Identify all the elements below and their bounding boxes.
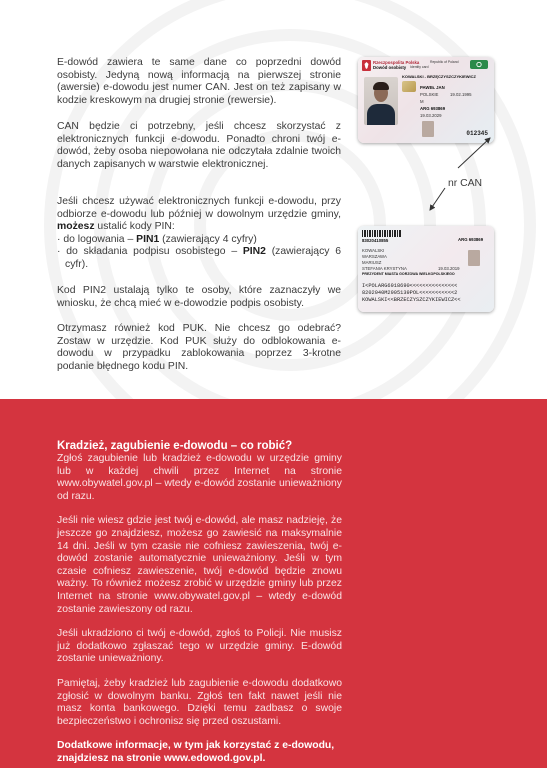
more-info-paragraph: Dodatkowe informacje, w tym jak korzystać z e-dowodu, znajdziesz na stronie www.edowod.gov.pl. (57, 740, 335, 764)
pin2-info-text (57, 285, 341, 310)
card-back-mrz-line-2: 8202040M2905139POL<<<<<<<<<<<2 (362, 290, 458, 296)
card-sex: M (420, 99, 424, 104)
pin-intro-text: Jeśli chcesz używać elektronicznych funkcji e-dowodu, przy odbiorze e-dowodu lub później w dowolnym urzędzie gminy, (57, 196, 341, 220)
theft-loss-section (0, 399, 547, 768)
card-back-pesel: 83020410855 (362, 238, 389, 243)
intro-text (57, 57, 341, 107)
card-back-doc-number: ARG 693869 (458, 237, 484, 242)
card-chip (402, 81, 416, 92)
card-back-birthplace: WARSZAWA (362, 254, 387, 259)
puk-info-text (57, 323, 341, 373)
card-back-parent2: STEFANIA KRYSTYNA (362, 266, 407, 271)
card-back-ghost-photo (468, 250, 480, 266)
paragraph-can-intro: E-dowód zawiera te same dane co poprzedni dowód osobisty. Jedyną nową informacją na pierwszej stronie (awersie) e-dowodu jest numer CAN. Jest on też zapisany w kodzie kreskowym na drugiej stronie (rewersie). (57, 57, 341, 106)
pin2-label: PIN2 (242, 246, 266, 258)
card-country: Rzeczpospolita Polska (373, 60, 420, 65)
can-purpose-text (57, 121, 341, 171)
card-back-mrz-line-3: KOWALSKI<<BRZECZYSZCZYKIEWICZ<< (362, 297, 461, 303)
card-nationality: POLSKIE (420, 92, 439, 97)
report-loss-paragraph: Zgłoś zagubienie lub kradzież e-dowodu w urzędzie gminy lub w każdej chwili przez Internet na stronie www.obywatel.gov.pl – wtedy e-dowód zostanie unieważniony od razu. (57, 453, 342, 502)
card-doc-type-en: Identity card (410, 65, 429, 69)
card-can-number: 012345 (466, 130, 488, 137)
suspend-paragraph: Jeśli nie wiesz gdzie jest twój e-dowód, ale masz nadzieję, że jeszcze go znajdziesz, możesz go zawiesić na maksymalnie 14 dni. Jeśli w tym czasie nie cofniesz zawieszenia, twój e-dowód zostanie automatycznie unieważniony. Jeśli w tym czasie cofniesz zawieszenie, twój e-dowód będzie znowu ważny. To również możesz zrobić w urzędzie gminy lub przez Internet na stronie www.obywatel.gov.pl – wtedy e-dowód zostanie zawieszony od razu. (57, 515, 342, 615)
paragraph-pin-intro (57, 196, 341, 234)
card-photo (364, 77, 398, 125)
paragraph-puk: Otrzymasz również kod PUK. Nie chcesz go odebrać? Zostaw w urzędzie. Kod PUK służy do odblokowania e-dowodu w przypadku zablokowania poprzez 3-krotne podanie błędnego kodu PIN. (57, 323, 341, 372)
contactless-icon (470, 60, 488, 69)
pin-list (57, 234, 341, 272)
pin1-text: · do logowania – (57, 233, 137, 245)
id-card-back (358, 226, 494, 312)
card-doc-type: Dowód osobisty (373, 65, 407, 70)
card-given-name: PAWEŁ JAN (420, 85, 445, 90)
theft-loss-heading: Kradzież, zagubienie e-dowodu – co robić? (57, 440, 293, 452)
card-back-family-name: KOWALSKI (362, 248, 385, 253)
card-ghost-photo (422, 121, 434, 137)
card-country-en: Republic of Poland (430, 60, 459, 64)
id-card-front (358, 57, 494, 143)
police-paragraph: Jeśli ukradziono ci twój e-dowód, zgłoś to Policji. Nie musisz już dodatkowo zgłaszać tego w urzędzie gminy. E-dowód zostanie unieważniony. (57, 628, 342, 665)
pin-intro-bold: możesz (57, 221, 95, 233)
card-back-mrz-line-1: I<POLARG6918690<<<<<<<<<<<<<<< (362, 283, 458, 289)
paragraph-can-purpose: CAN będzie ci potrzebny, jeśli chcesz skorzystać z elektronicznych funkcji e-dowodu. Ponadto chroni twój e-dowód, żeby osoba niepowołana nie odczytała zdalnie twoich danych zapisanych w warstwie elektronicznej. (57, 121, 341, 170)
pin1-description: (zawierający 4 cyfry) (159, 233, 257, 245)
pin1-label: PIN1 (136, 233, 160, 245)
card-back-issue-date: 19.03.2019 (438, 266, 460, 271)
paragraph-pin2: Kod PIN2 ustalają tylko te osoby, które zaznaczyły we wniosku, że chcą mieć w e-dowodzie podpis osobisty. (57, 285, 341, 309)
eagle-emblem-icon (362, 60, 371, 71)
card-expiry: 19.03.2029 (420, 113, 442, 118)
pin-intro-end: ustalić kody PIN: (94, 221, 175, 233)
pin2-description: (zawierający 6 cyfr). (65, 246, 341, 270)
card-back-authority: PREZYDENT MIASTA GORZOWA WIELKOPOLSKIEGO (362, 272, 455, 276)
can-barcode (362, 230, 402, 237)
theft-loss-content (57, 439, 342, 765)
pin2-text: · do składania podpisu osobistego – (57, 246, 243, 258)
pin-item-pin2 (57, 246, 341, 271)
card-doc-number: ARG 693869 (420, 106, 446, 111)
can-label: nr CAN (448, 178, 483, 189)
pin-item-pin1 (57, 234, 341, 247)
card-birth-date: 19.02.1995 (450, 92, 472, 97)
pin-text (57, 196, 341, 272)
card-surname: KOWALSKI - BRZĘCZYSZCZYKIEWICZ (402, 74, 476, 79)
bank-paragraph: Pamiętaj, żeby kradzież lub zagubienie e-dowodu dodatkowo zgłosić w dowolnym banku. Zgłoś ten fakt nawet jeśli nie masz konta bankowego. Dzięki temu zadbasz o swoje bezpieczeństwo i ochronisz się przed oszustami. (57, 677, 342, 727)
card-back-parent1: MARIUSZ (362, 260, 382, 265)
